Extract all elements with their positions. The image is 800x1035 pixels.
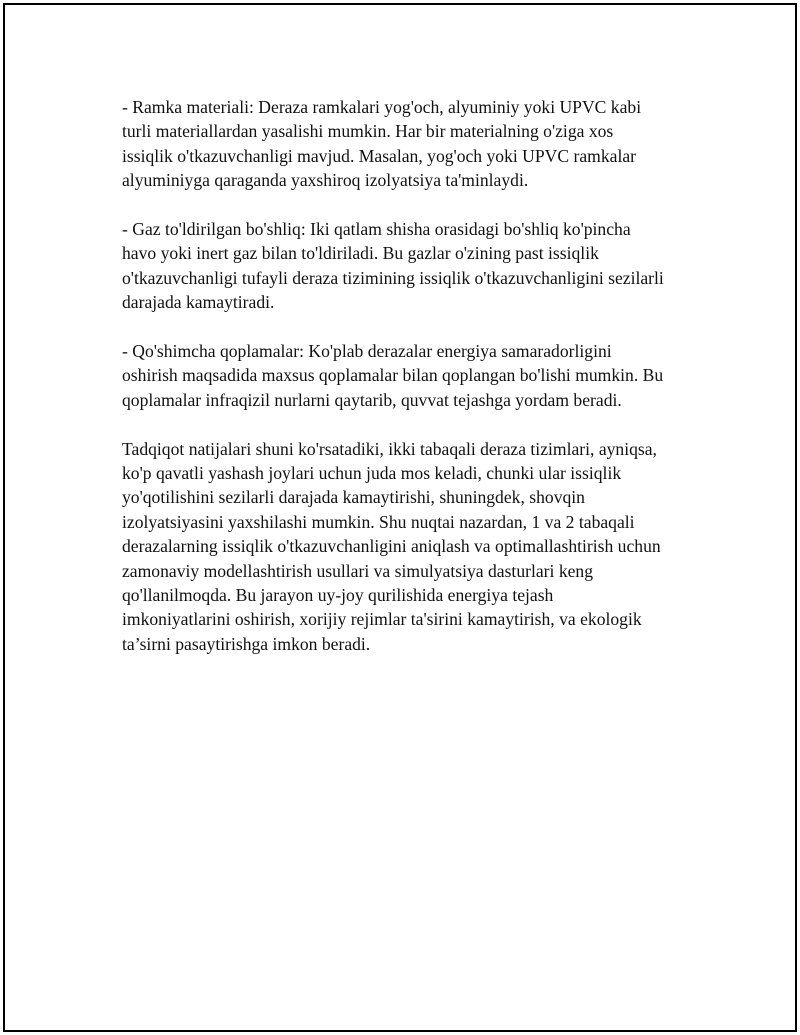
paragraph-research-results: Tadqiqot natijalari shuni ko'rsatadiki, ikki tabaqali deraza tizimlari, ayniqsa, ko'p qavatli yashash joylari uchun juda mos keladi, chunki ular issiqlik yo'qotilishini sezilarli darajada kamaytirishi, shuningdek, shovqin izolyatsiyasini yaxshilashi mumkin. Shu nuqtai nazardan, 1 va 2 tabaqali derazalarning issiqlik o'tkazuvchanligini aniqlash va optimallashtirish uchun zamonaviy modellashtirish usullari va simulyatsiya dasturlari keng qo'llanilmoqda. Bu jarayon uy-joy qurilishida energiya tejash imkoniyatlarini oshirish, xorijiy rejimlar ta'sirini kamaytirish, va ekologik ta’sirni pasaytirishga imkon beradi. — [122, 438, 661, 654]
paragraph-frame-material: - Ramka materiali: Deraza ramkalari yog'och, alyuminiy yoki UPVC kabi turli materiallardan yasalishi mumkin. Har bir materialning o'ziga xos issiqlik o'tkazuvchanligi mavjud. Masalan, yog'och yoki UPVC ramkalar alyuminiyga qaraganda yaxshiroq izolyatsiya ta'minlaydi. — [122, 97, 642, 191]
paragraph-additional-coatings: - Qo'shimcha qoplamalar: Ko'plab derazalar energiya samaradorligini oshirish maqsadida maxsus qoplamalar bilan qoplangan bo'lishi mumkin. Bu qoplamalar infraqizil nurlarni qaytarib, quvvat tejashga yordam beradi. — [122, 341, 664, 410]
page-frame — [3, 3, 797, 1032]
paragraph-gas-filled-gap: - Gaz to'ldirilgan bo'shliq: Iki qatlam shisha orasidagi bo'shliq ko'pincha havo yoki inert gaz bilan to'ldiriladi. Bu gazlar o'zining past issiqlik o'tkazuvchanligi tufayli deraza tizimining issiqlik o'tkazuvchanligini sezilarli darajada kamaytiradi. — [122, 219, 664, 313]
document-body — [122, 95, 702, 681]
